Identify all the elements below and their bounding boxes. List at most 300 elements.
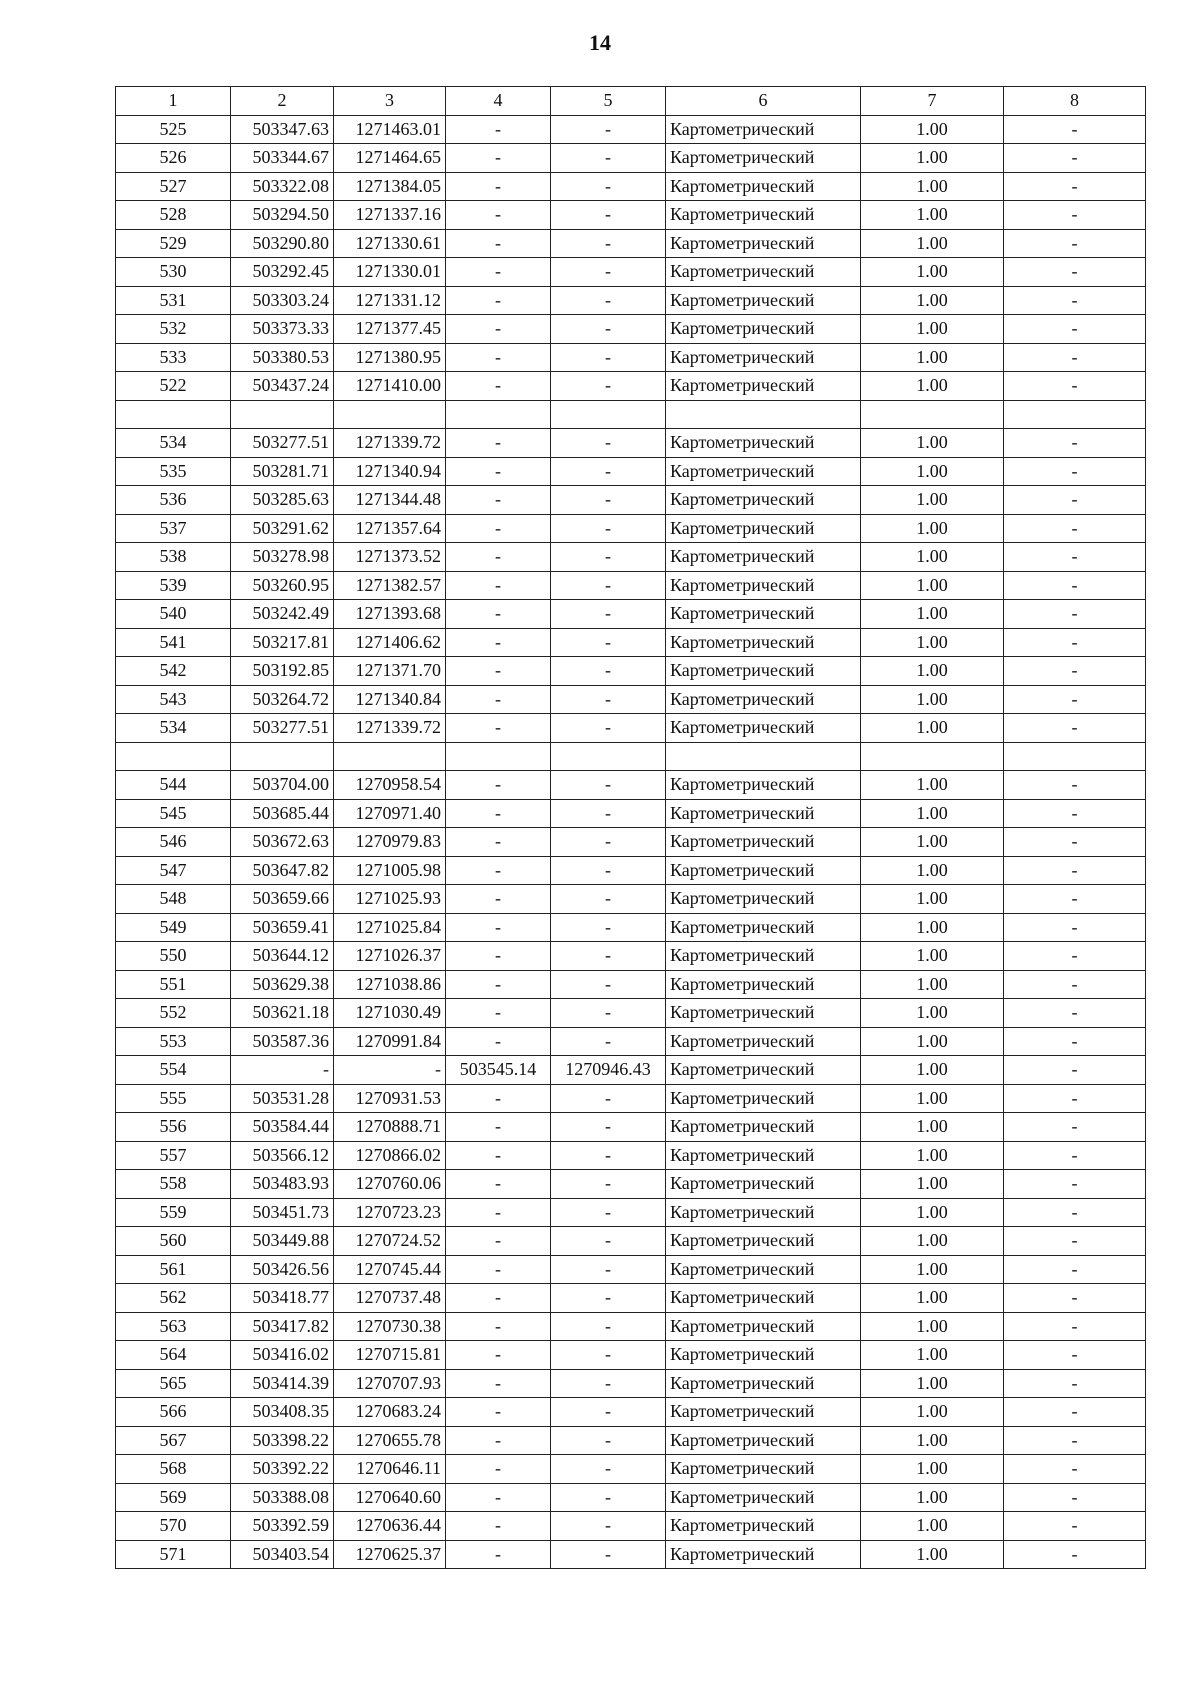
cell-note: - xyxy=(1004,1369,1146,1398)
cell-x-coordinate: 503566.12 xyxy=(231,1141,334,1170)
cell-y-coordinate-alt: - xyxy=(551,1141,666,1170)
empty-cell xyxy=(231,742,334,771)
cell-point-number: 529 xyxy=(116,229,231,258)
table-row xyxy=(116,144,1146,173)
cell-method: Картометрический xyxy=(666,1426,861,1455)
cell-point-number: 526 xyxy=(116,144,231,173)
cell-accuracy: 1.00 xyxy=(861,799,1004,828)
cell-note: - xyxy=(1004,685,1146,714)
cell-y-coordinate-alt: - xyxy=(551,685,666,714)
cell-y-coordinate-alt: - xyxy=(551,115,666,144)
cell-accuracy: 1.00 xyxy=(861,172,1004,201)
cell-y-coordinate: 1270760.06 xyxy=(334,1170,446,1199)
cell-y-coordinate-alt: - xyxy=(551,343,666,372)
cell-accuracy: 1.00 xyxy=(861,1027,1004,1056)
cell-x-coordinate-alt: - xyxy=(446,685,551,714)
cell-note: - xyxy=(1004,1113,1146,1142)
cell-x-coordinate-alt: - xyxy=(446,771,551,800)
cell-point-number: 571 xyxy=(116,1540,231,1569)
cell-method: Картометрический xyxy=(666,486,861,515)
cell-note: - xyxy=(1004,799,1146,828)
cell-y-coordinate-alt: - xyxy=(551,1227,666,1256)
cell-x-coordinate-alt: - xyxy=(446,1027,551,1056)
cell-x-coordinate: 503373.33 xyxy=(231,315,334,344)
cell-note: - xyxy=(1004,600,1146,629)
empty-cell xyxy=(1004,742,1146,771)
cell-point-number: 549 xyxy=(116,913,231,942)
cell-x-coordinate: 503392.59 xyxy=(231,1512,334,1541)
cell-note: - xyxy=(1004,543,1146,572)
cell-accuracy: 1.00 xyxy=(861,315,1004,344)
cell-y-coordinate-alt: - xyxy=(551,372,666,401)
page-number: 14 xyxy=(589,30,611,55)
table-row xyxy=(116,1312,1146,1341)
cell-x-coordinate: 503403.54 xyxy=(231,1540,334,1569)
cell-accuracy: 1.00 xyxy=(861,144,1004,173)
cell-x-coordinate-alt: - xyxy=(446,1455,551,1484)
table-row xyxy=(116,1483,1146,1512)
cell-point-number: 564 xyxy=(116,1341,231,1370)
cell-x-coordinate: - xyxy=(231,1056,334,1085)
cell-x-coordinate-alt: - xyxy=(446,856,551,885)
table-row xyxy=(116,1341,1146,1370)
cell-y-coordinate-alt: - xyxy=(551,457,666,486)
cell-y-coordinate: 1271464.65 xyxy=(334,144,446,173)
cell-x-coordinate-alt: - xyxy=(446,571,551,600)
cell-point-number: 568 xyxy=(116,1455,231,1484)
cell-x-coordinate-alt: - xyxy=(446,1512,551,1541)
cell-x-coordinate: 503290.80 xyxy=(231,229,334,258)
cell-accuracy: 1.00 xyxy=(861,372,1004,401)
cell-x-coordinate: 503418.77 xyxy=(231,1284,334,1313)
cell-x-coordinate-alt: - xyxy=(446,1255,551,1284)
cell-method: Картометрический xyxy=(666,315,861,344)
cell-point-number: 548 xyxy=(116,885,231,914)
cell-point-number: 570 xyxy=(116,1512,231,1541)
table-row xyxy=(116,1455,1146,1484)
table-row xyxy=(116,685,1146,714)
cell-note: - xyxy=(1004,172,1146,201)
cell-note: - xyxy=(1004,1483,1146,1512)
cell-x-coordinate: 503629.38 xyxy=(231,970,334,999)
cell-y-coordinate: 1271339.72 xyxy=(334,429,446,458)
cell-x-coordinate-alt: - xyxy=(446,1341,551,1370)
cell-method: Картометрический xyxy=(666,913,861,942)
cell-point-number: 537 xyxy=(116,514,231,543)
cell-y-coordinate-alt: - xyxy=(551,714,666,743)
table-row xyxy=(116,771,1146,800)
cell-x-coordinate-alt: - xyxy=(446,885,551,914)
cell-accuracy: 1.00 xyxy=(861,999,1004,1028)
cell-x-coordinate-alt: - xyxy=(446,1113,551,1142)
cell-y-coordinate: 1270724.52 xyxy=(334,1227,446,1256)
empty-cell xyxy=(334,742,446,771)
cell-x-coordinate-alt: - xyxy=(446,1312,551,1341)
cell-accuracy: 1.00 xyxy=(861,885,1004,914)
cell-x-coordinate: 503417.82 xyxy=(231,1312,334,1341)
cell-method: Картометрический xyxy=(666,856,861,885)
cell-point-number: 566 xyxy=(116,1398,231,1427)
cell-note: - xyxy=(1004,970,1146,999)
cell-y-coordinate: 1271410.00 xyxy=(334,372,446,401)
cell-x-coordinate: 503531.28 xyxy=(231,1084,334,1113)
cell-x-coordinate-alt: - xyxy=(446,1170,551,1199)
cell-y-coordinate-alt: - xyxy=(551,771,666,800)
cell-x-coordinate: 503388.08 xyxy=(231,1483,334,1512)
table-row xyxy=(116,286,1146,315)
cell-point-number: 561 xyxy=(116,1255,231,1284)
cell-y-coordinate-alt: - xyxy=(551,1255,666,1284)
cell-point-number: 559 xyxy=(116,1198,231,1227)
cell-y-coordinate: 1271025.84 xyxy=(334,913,446,942)
cell-x-coordinate: 503217.81 xyxy=(231,628,334,657)
empty-cell xyxy=(551,742,666,771)
cell-y-coordinate-alt: - xyxy=(551,315,666,344)
cell-x-coordinate: 503587.36 xyxy=(231,1027,334,1056)
cell-y-coordinate: 1271030.49 xyxy=(334,999,446,1028)
cell-x-coordinate: 503242.49 xyxy=(231,600,334,629)
cell-x-coordinate-alt: - xyxy=(446,999,551,1028)
cell-x-coordinate-alt: - xyxy=(446,543,551,572)
cell-y-coordinate: 1271344.48 xyxy=(334,486,446,515)
cell-x-coordinate: 503685.44 xyxy=(231,799,334,828)
cell-x-coordinate-alt: - xyxy=(446,1369,551,1398)
table-row xyxy=(116,1512,1146,1541)
cell-point-number: 535 xyxy=(116,457,231,486)
cell-accuracy: 1.00 xyxy=(861,486,1004,515)
cell-note: - xyxy=(1004,1284,1146,1313)
cell-y-coordinate: 1271371.70 xyxy=(334,657,446,686)
cell-y-coordinate: 1270723.23 xyxy=(334,1198,446,1227)
cell-method: Картометрический xyxy=(666,1540,861,1569)
cell-accuracy: 1.00 xyxy=(861,942,1004,971)
cell-point-number: 531 xyxy=(116,286,231,315)
cell-y-coordinate: 1270715.81 xyxy=(334,1341,446,1370)
cell-x-coordinate: 503659.41 xyxy=(231,913,334,942)
cell-y-coordinate: 1270745.44 xyxy=(334,1255,446,1284)
cell-x-coordinate: 503322.08 xyxy=(231,172,334,201)
cell-y-coordinate: 1271330.01 xyxy=(334,258,446,287)
cell-y-coordinate: 1270655.78 xyxy=(334,1426,446,1455)
cell-accuracy: 1.00 xyxy=(861,343,1004,372)
cell-y-coordinate: 1270971.40 xyxy=(334,799,446,828)
cell-note: - xyxy=(1004,486,1146,515)
cell-method: Картометрический xyxy=(666,628,861,657)
cell-x-coordinate-alt: - xyxy=(446,1227,551,1256)
cell-method: Картометрический xyxy=(666,514,861,543)
empty-cell xyxy=(446,742,551,771)
cell-method: Картометрический xyxy=(666,286,861,315)
cell-y-coordinate: 1270931.53 xyxy=(334,1084,446,1113)
cell-accuracy: 1.00 xyxy=(861,657,1004,686)
cell-y-coordinate: 1271393.68 xyxy=(334,600,446,629)
cell-method: Картометрический xyxy=(666,1483,861,1512)
cell-note: - xyxy=(1004,457,1146,486)
table-body xyxy=(116,115,1146,1569)
cell-x-coordinate: 503408.35 xyxy=(231,1398,334,1427)
cell-point-number: 550 xyxy=(116,942,231,971)
cell-x-coordinate-alt: - xyxy=(446,429,551,458)
cell-y-coordinate-alt: - xyxy=(551,571,666,600)
cell-note: - xyxy=(1004,372,1146,401)
cell-point-number: 534 xyxy=(116,714,231,743)
cell-point-number: 522 xyxy=(116,372,231,401)
cell-y-coordinate: 1271026.37 xyxy=(334,942,446,971)
cell-x-coordinate-alt: - xyxy=(446,714,551,743)
cell-accuracy: 1.00 xyxy=(861,1227,1004,1256)
cell-y-coordinate-alt: - xyxy=(551,885,666,914)
table-row xyxy=(116,486,1146,515)
table-row xyxy=(116,1141,1146,1170)
cell-note: - xyxy=(1004,1198,1146,1227)
cell-y-coordinate: 1271331.12 xyxy=(334,286,446,315)
cell-method: Картометрический xyxy=(666,229,861,258)
cell-x-coordinate: 503584.44 xyxy=(231,1113,334,1142)
cell-x-coordinate: 503659.66 xyxy=(231,885,334,914)
cell-accuracy: 1.00 xyxy=(861,828,1004,857)
cell-y-coordinate-alt: - xyxy=(551,1312,666,1341)
cell-note: - xyxy=(1004,999,1146,1028)
cell-y-coordinate: 1271463.01 xyxy=(334,115,446,144)
cell-x-coordinate: 503347.63 xyxy=(231,115,334,144)
cell-point-number: 551 xyxy=(116,970,231,999)
cell-x-coordinate-alt: - xyxy=(446,343,551,372)
cell-y-coordinate-alt: - xyxy=(551,1398,666,1427)
cell-x-coordinate-alt: - xyxy=(446,258,551,287)
table-row xyxy=(116,1027,1146,1056)
table-row xyxy=(116,1284,1146,1313)
table-row xyxy=(116,229,1146,258)
cell-x-coordinate-alt: - xyxy=(446,1398,551,1427)
cell-note: - xyxy=(1004,1426,1146,1455)
coordinates-table xyxy=(115,86,1146,1569)
cell-note: - xyxy=(1004,229,1146,258)
empty-cell xyxy=(116,742,231,771)
cell-accuracy: 1.00 xyxy=(861,1141,1004,1170)
cell-point-number: 565 xyxy=(116,1369,231,1398)
cell-note: - xyxy=(1004,828,1146,857)
cell-note: - xyxy=(1004,1512,1146,1541)
table-row xyxy=(116,1056,1146,1085)
cell-method: Картометрический xyxy=(666,1455,861,1484)
cell-y-coordinate-alt: - xyxy=(551,828,666,857)
cell-y-coordinate: 1271384.05 xyxy=(334,172,446,201)
cell-x-coordinate: 503264.72 xyxy=(231,685,334,714)
table-row xyxy=(116,343,1146,372)
cell-point-number: 530 xyxy=(116,258,231,287)
cell-x-coordinate-alt: - xyxy=(446,1084,551,1113)
cell-x-coordinate-alt: - xyxy=(446,1426,551,1455)
cell-point-number: 562 xyxy=(116,1284,231,1313)
col-header-3: 3 xyxy=(334,87,446,116)
cell-x-coordinate-alt: - xyxy=(446,799,551,828)
empty-cell xyxy=(231,400,334,429)
cell-method: Картометрический xyxy=(666,172,861,201)
cell-accuracy: 1.00 xyxy=(861,1455,1004,1484)
cell-x-coordinate: 503483.93 xyxy=(231,1170,334,1199)
table-row xyxy=(116,799,1146,828)
cell-x-coordinate-alt: - xyxy=(446,628,551,657)
cell-accuracy: 1.00 xyxy=(861,1312,1004,1341)
cell-method: Картометрический xyxy=(666,1284,861,1313)
table-row xyxy=(116,514,1146,543)
cell-point-number: 560 xyxy=(116,1227,231,1256)
cell-point-number: 544 xyxy=(116,771,231,800)
cell-method: Картометрический xyxy=(666,201,861,230)
cell-accuracy: 1.00 xyxy=(861,1426,1004,1455)
cell-note: - xyxy=(1004,1341,1146,1370)
cell-x-coordinate-alt: - xyxy=(446,1284,551,1313)
table-row xyxy=(116,1227,1146,1256)
cell-x-coordinate-alt: - xyxy=(446,372,551,401)
cell-accuracy: 1.00 xyxy=(861,970,1004,999)
cell-method: Картометрический xyxy=(666,1056,861,1085)
cell-y-coordinate-alt: - xyxy=(551,1455,666,1484)
cell-x-coordinate-alt: - xyxy=(446,115,551,144)
cell-method: Картометрический xyxy=(666,685,861,714)
cell-note: - xyxy=(1004,144,1146,173)
cell-accuracy: 1.00 xyxy=(861,1084,1004,1113)
cell-x-coordinate: 503416.02 xyxy=(231,1341,334,1370)
empty-cell xyxy=(1004,400,1146,429)
cell-y-coordinate-alt: - xyxy=(551,856,666,885)
cell-y-coordinate-alt: - xyxy=(551,628,666,657)
cell-note: - xyxy=(1004,1170,1146,1199)
cell-y-coordinate: 1270866.02 xyxy=(334,1141,446,1170)
cell-x-coordinate-alt: - xyxy=(446,657,551,686)
empty-cell xyxy=(861,742,1004,771)
cell-y-coordinate-alt: - xyxy=(551,1084,666,1113)
cell-y-coordinate: 1271373.52 xyxy=(334,543,446,572)
cell-note: - xyxy=(1004,1255,1146,1284)
cell-point-number: 540 xyxy=(116,600,231,629)
cell-method: Картометрический xyxy=(666,372,861,401)
cell-method: Картометрический xyxy=(666,1255,861,1284)
cell-accuracy: 1.00 xyxy=(861,1369,1004,1398)
cell-note: - xyxy=(1004,115,1146,144)
cell-method: Картометрический xyxy=(666,1512,861,1541)
table-row xyxy=(116,714,1146,743)
cell-x-coordinate: 503344.67 xyxy=(231,144,334,173)
cell-method: Картометрический xyxy=(666,543,861,572)
table-row xyxy=(116,1198,1146,1227)
cell-y-coordinate: 1270707.93 xyxy=(334,1369,446,1398)
table-row xyxy=(116,1170,1146,1199)
cell-x-coordinate-alt: - xyxy=(446,828,551,857)
cell-method: Картометрический xyxy=(666,970,861,999)
cell-x-coordinate: 503644.12 xyxy=(231,942,334,971)
cell-y-coordinate-alt: - xyxy=(551,1113,666,1142)
cell-x-coordinate-alt: - xyxy=(446,315,551,344)
table-row xyxy=(116,201,1146,230)
cell-note: - xyxy=(1004,1398,1146,1427)
cell-method: Картометрический xyxy=(666,1398,861,1427)
table-row xyxy=(116,1426,1146,1455)
cell-method: Картометрический xyxy=(666,657,861,686)
cell-y-coordinate-alt: - xyxy=(551,600,666,629)
cell-method: Картометрический xyxy=(666,771,861,800)
cell-x-coordinate: 503277.51 xyxy=(231,714,334,743)
cell-note: - xyxy=(1004,1312,1146,1341)
cell-x-coordinate-alt: - xyxy=(446,486,551,515)
cell-x-coordinate: 503451.73 xyxy=(231,1198,334,1227)
cell-note: - xyxy=(1004,657,1146,686)
col-header-7: 7 xyxy=(861,87,1004,116)
cell-y-coordinate-alt: - xyxy=(551,286,666,315)
cell-note: - xyxy=(1004,286,1146,315)
cell-note: - xyxy=(1004,714,1146,743)
cell-y-coordinate: 1270625.37 xyxy=(334,1540,446,1569)
cell-y-coordinate-alt: - xyxy=(551,486,666,515)
cell-note: - xyxy=(1004,628,1146,657)
cell-accuracy: 1.00 xyxy=(861,457,1004,486)
cell-method: Картометрический xyxy=(666,571,861,600)
cell-method: Картометрический xyxy=(666,828,861,857)
cell-y-coordinate-alt: - xyxy=(551,1341,666,1370)
cell-x-coordinate-alt: - xyxy=(446,1141,551,1170)
cell-note: - xyxy=(1004,1084,1146,1113)
cell-accuracy: 1.00 xyxy=(861,229,1004,258)
cell-accuracy: 1.00 xyxy=(861,685,1004,714)
cell-x-coordinate-alt: - xyxy=(446,144,551,173)
cell-y-coordinate: 1271339.72 xyxy=(334,714,446,743)
empty-cell xyxy=(666,742,861,771)
cell-note: - xyxy=(1004,514,1146,543)
cell-method: Картометрический xyxy=(666,600,861,629)
empty-cell xyxy=(446,400,551,429)
cell-point-number: 552 xyxy=(116,999,231,1028)
cell-note: - xyxy=(1004,856,1146,885)
cell-accuracy: 1.00 xyxy=(861,286,1004,315)
cell-y-coordinate: 1270683.24 xyxy=(334,1398,446,1427)
cell-x-coordinate-alt: - xyxy=(446,172,551,201)
cell-point-number: 533 xyxy=(116,343,231,372)
cell-method: Картометрический xyxy=(666,942,861,971)
cell-y-coordinate-alt: - xyxy=(551,799,666,828)
table-row xyxy=(116,657,1146,686)
cell-x-coordinate-alt: - xyxy=(446,457,551,486)
col-header-5: 5 xyxy=(551,87,666,116)
table-header-row xyxy=(116,87,1146,116)
cell-y-coordinate: 1271382.57 xyxy=(334,571,446,600)
cell-x-coordinate: 503277.51 xyxy=(231,429,334,458)
cell-y-coordinate: 1270737.48 xyxy=(334,1284,446,1313)
table-row xyxy=(116,999,1146,1028)
cell-method: Картометрический xyxy=(666,457,861,486)
cell-point-number: 542 xyxy=(116,657,231,686)
cell-y-coordinate: 1270979.83 xyxy=(334,828,446,857)
cell-y-coordinate: 1270730.38 xyxy=(334,1312,446,1341)
cell-y-coordinate-alt: - xyxy=(551,543,666,572)
table-separator-row xyxy=(116,742,1146,771)
cell-point-number: 557 xyxy=(116,1141,231,1170)
cell-point-number: 534 xyxy=(116,429,231,458)
cell-x-coordinate: 503380.53 xyxy=(231,343,334,372)
cell-y-coordinate: 1270646.11 xyxy=(334,1455,446,1484)
cell-x-coordinate-alt: - xyxy=(446,970,551,999)
cell-x-coordinate-alt: - xyxy=(446,286,551,315)
cell-x-coordinate: 503449.88 xyxy=(231,1227,334,1256)
cell-accuracy: 1.00 xyxy=(861,429,1004,458)
cell-point-number: 527 xyxy=(116,172,231,201)
cell-x-coordinate: 503437.24 xyxy=(231,372,334,401)
cell-y-coordinate-alt: - xyxy=(551,1483,666,1512)
cell-x-coordinate: 503285.63 xyxy=(231,486,334,515)
cell-method: Картометрический xyxy=(666,1341,861,1370)
cell-x-coordinate-alt: - xyxy=(446,229,551,258)
cell-accuracy: 1.00 xyxy=(861,543,1004,572)
cell-note: - xyxy=(1004,1227,1146,1256)
